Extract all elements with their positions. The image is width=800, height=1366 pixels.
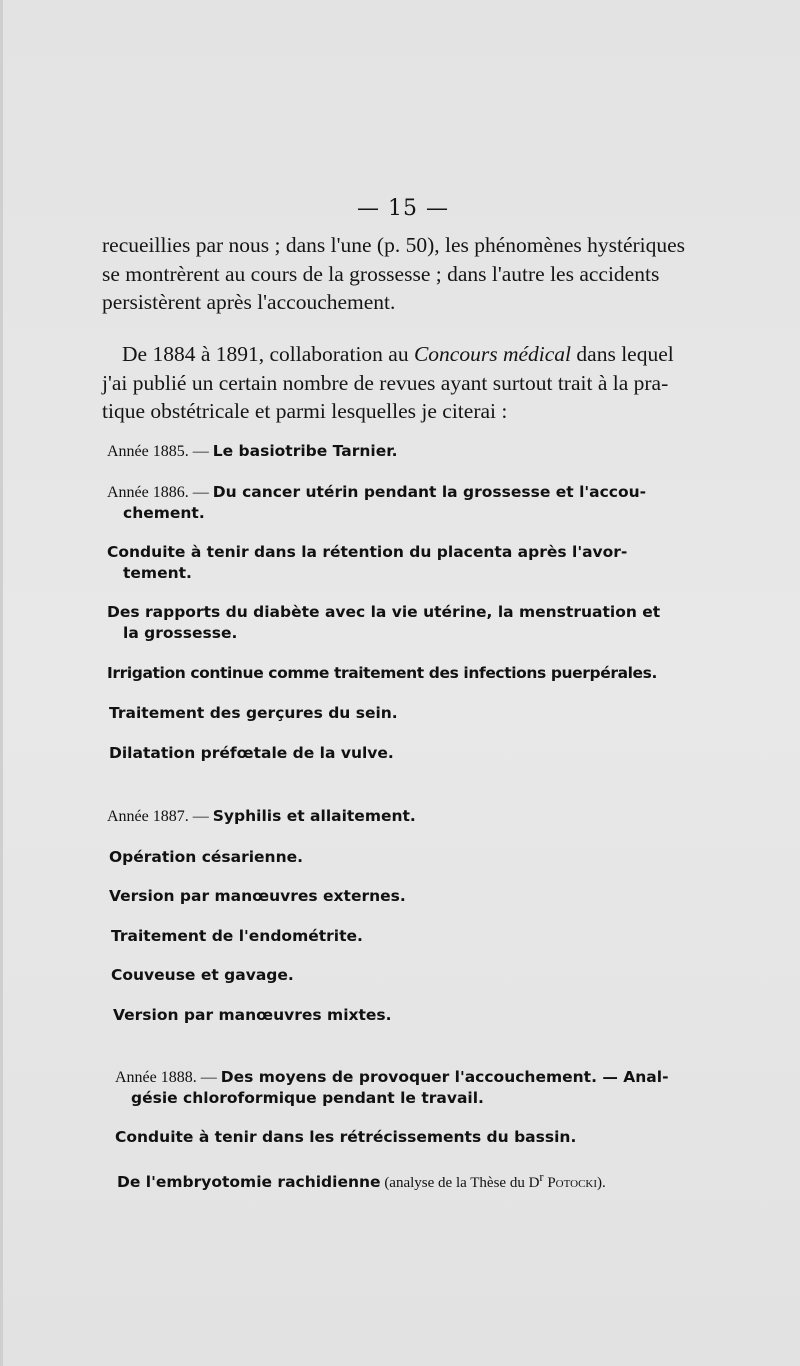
entry-version-mixtes: Version par manœuvres mixtes. [113,1006,392,1024]
entry-1886 [107,482,646,524]
entry-gercures: Traitement des gerçures du sein. [109,704,398,722]
journal-title: Concours médical [413,342,572,366]
entry-cesarienne: Opération césarienne. [109,848,304,866]
note-suffix: ). [597,1175,606,1191]
intro-line-2: se montrèrent au cours de la grossesse ; dans l'autre les accidents [102,262,660,286]
entry-title-cont: chement. [123,504,205,522]
entry-title: De l'embryotomie rachidienne [117,1173,381,1191]
intro-line-3: persistèrent après l'accouchement. [102,290,396,314]
entry-title-cont: tement. [123,564,192,582]
entry-1885 [107,441,398,462]
entry-placenta [107,542,627,584]
entry-title: Syphilis et allaitement. [212,807,416,825]
entry-title: Des rapports du diabète avec la vie utérine, la menstruation et [107,603,661,621]
collab-line-2: j'ai publié un certain nombre de revues ayant surtout trait à la pra- [102,371,669,395]
entry-embryotomie [117,1167,606,1194]
collab-before: De 1884 à 1891, collaboration au [122,342,414,366]
entry-title: Du cancer utérin pendant la grossesse et l'accou- [212,483,647,501]
entry-version-externes: Version par manœuvres externes. [109,887,406,905]
collab-line-3: tique obstétricale et parmi lesquelles je citerai : [102,399,508,423]
entry-year: Année 1888. — [115,1069,221,1086]
note-name: Potocki [543,1175,598,1191]
entry-title-cont: la grossesse. [123,624,238,642]
collab-after: dans lequel [571,342,674,366]
intro-line-1: recueillies par nous ; dans l'une (p. 50), les phénomènes hystériques [102,233,686,257]
collab-line-1 [122,340,684,368]
entry-title: Le basiotribe Tarnier. [212,442,398,460]
entry-retrecissements: Conduite à tenir dans les rétrécissements du bassin. [115,1128,577,1146]
entry-1888 [115,1067,669,1109]
entry-couveuse: Couveuse et gavage. [111,966,294,984]
entry-title: Des moyens de provoquer l'accouchement. — Anal- [220,1068,669,1086]
entry-year: Année 1887. — [107,808,213,825]
entry-note [380,1170,606,1191]
entry-dilatation: Dilatation préfœtale de la vulve. [109,744,394,762]
entry-diabete [107,602,660,644]
note-sup: r [539,1170,544,1184]
entry-irrigation: Irrigation continue comme traitement des infections puerpérales. [107,664,657,682]
entry-endometrite: Traitement de l'endométrite. [111,927,363,945]
entry-1887 [107,806,416,827]
entry-title: Conduite à tenir dans la rétention du placenta après l'avor- [107,543,628,561]
entry-title-cont: gésie chloroformique pendant le travail. [131,1089,484,1107]
page-number: — 15 — [357,196,449,221]
entry-year: Année 1885. — [107,443,213,460]
note-prefix: (analyse de la Thèse du D [380,1175,540,1191]
entry-year: Année 1886. — [107,484,213,501]
